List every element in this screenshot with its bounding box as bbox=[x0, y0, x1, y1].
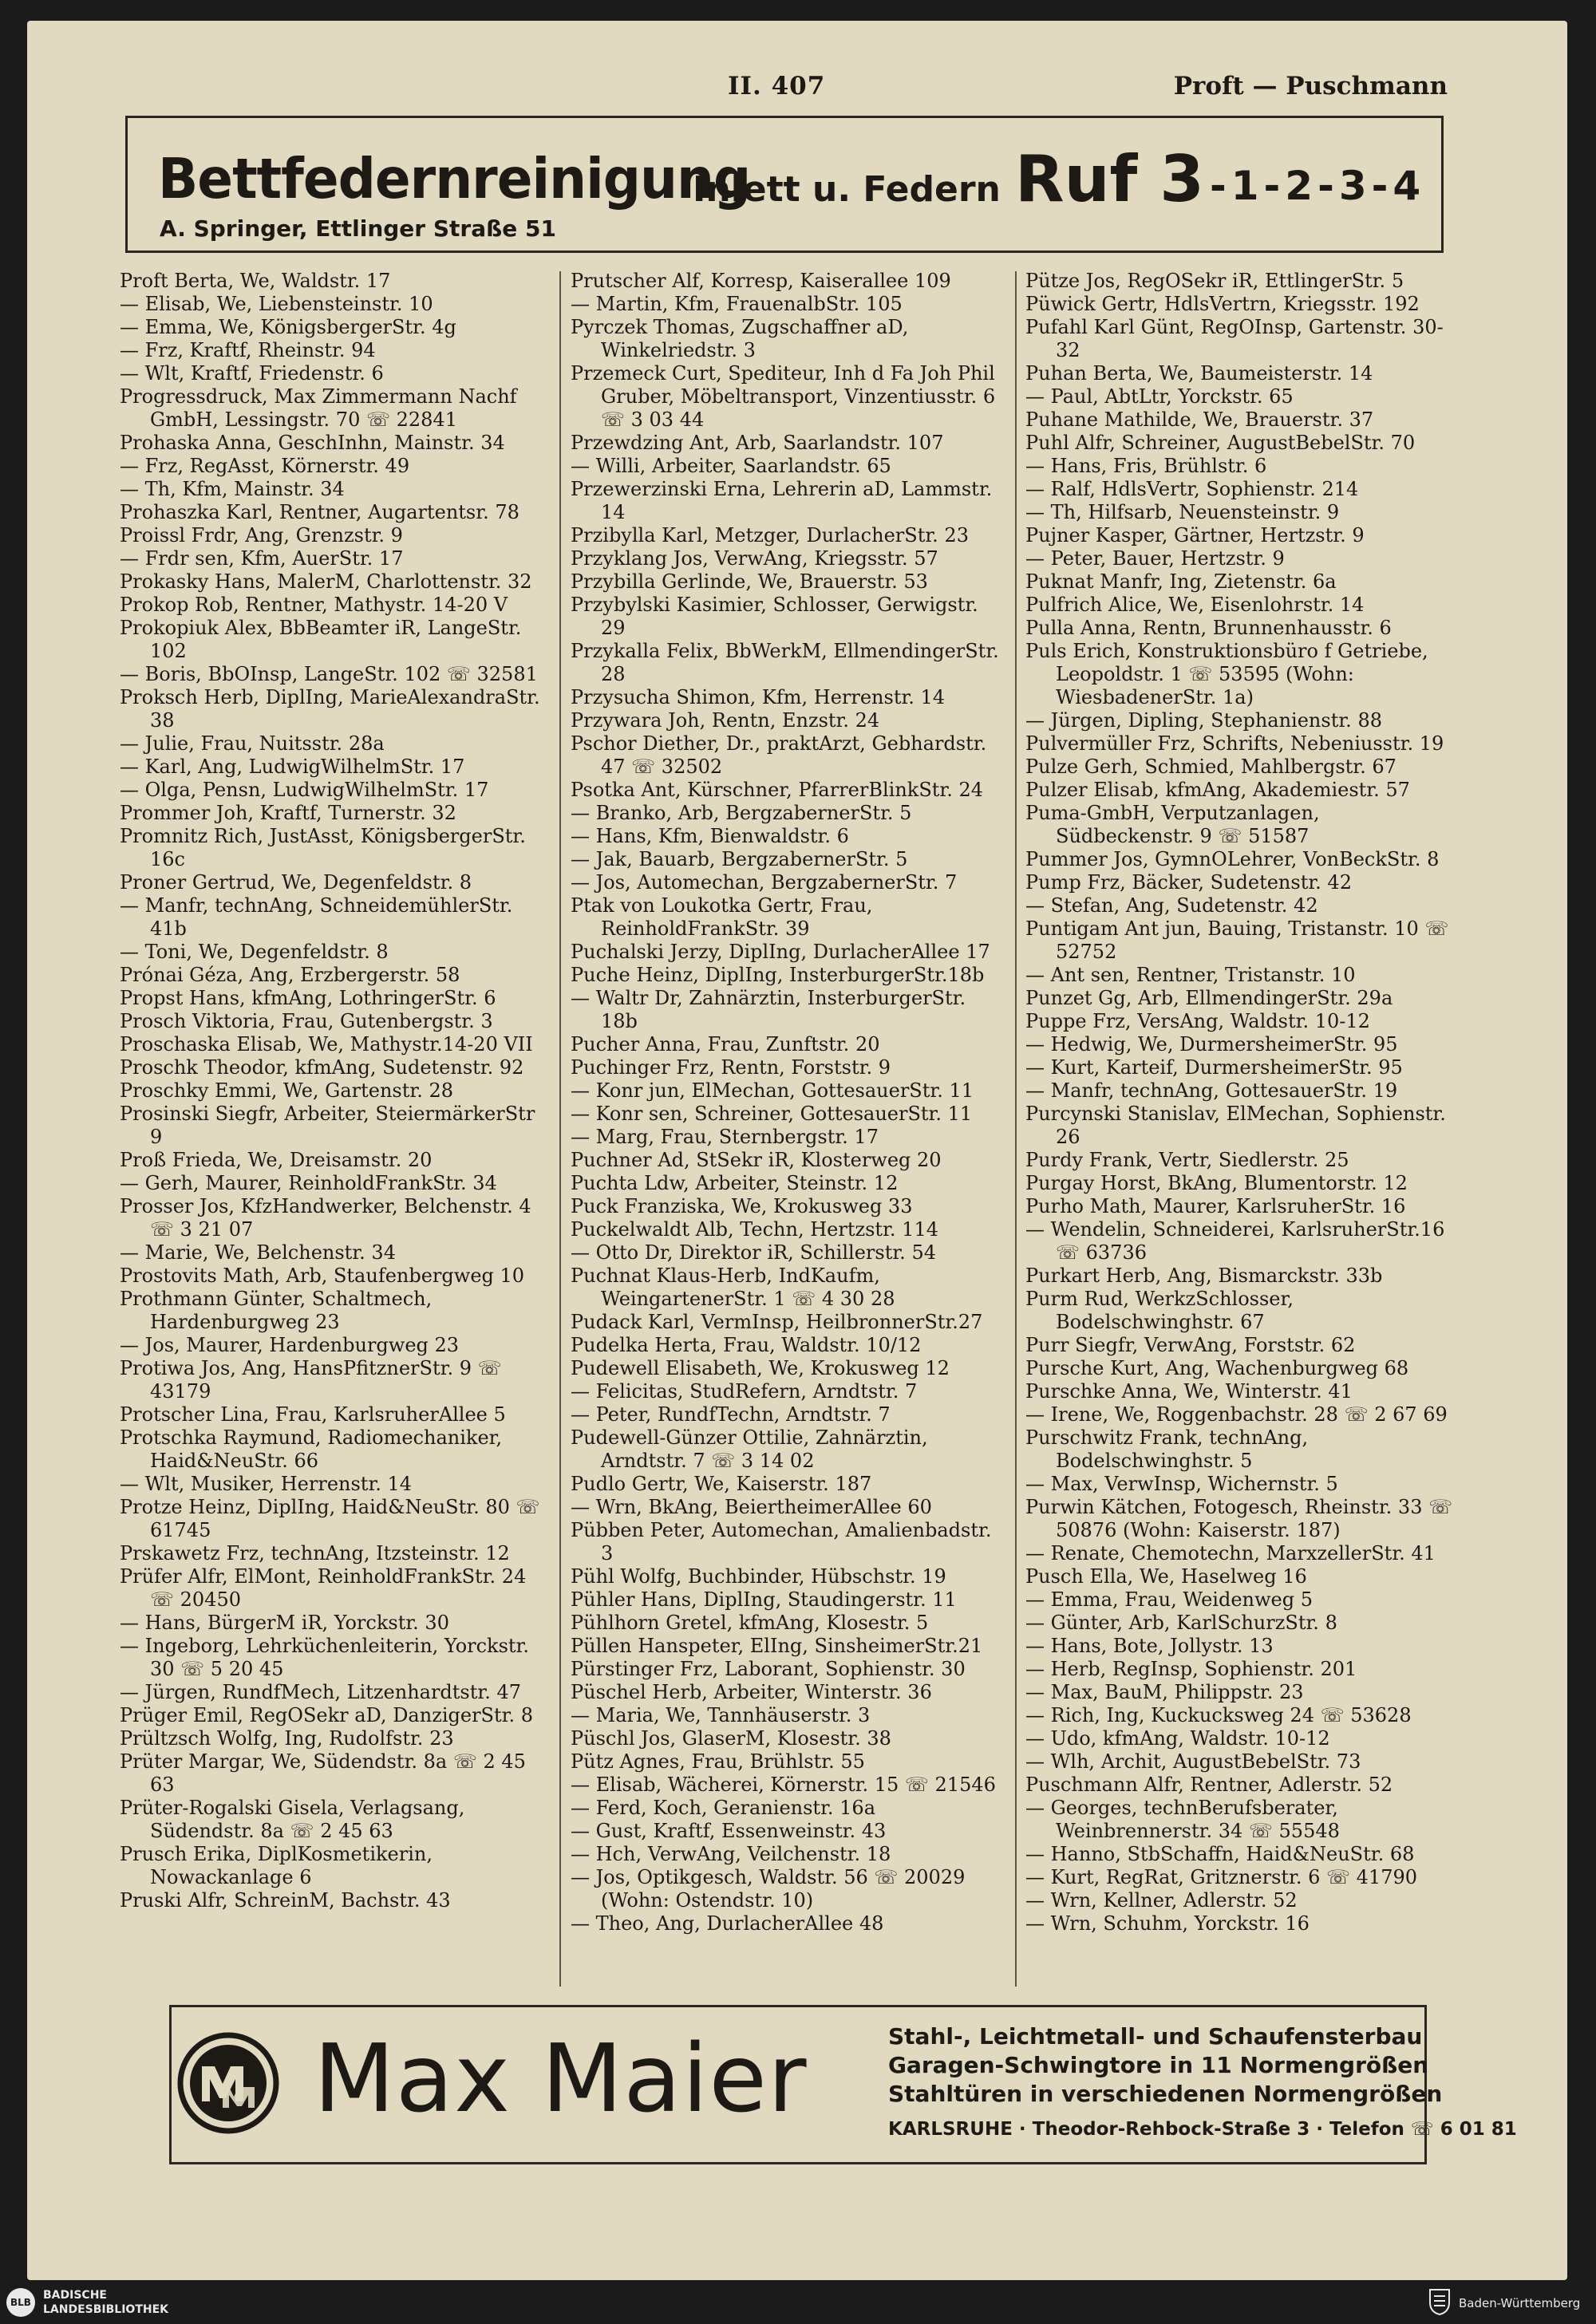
directory-entry: Pühl Wolfg, Buchbinder, Hübschstr. 19 bbox=[571, 1565, 946, 1588]
directory-entry: — Jürgen, Dipling, Stephanienstr. 88 bbox=[1025, 709, 1382, 732]
directory-entry: — Martin, Kfm, FrauenalbStr. 105 bbox=[571, 293, 903, 315]
directory-entry: Püwick Gertr, HdlsVertrn, Kriegsstr. 192 bbox=[1025, 293, 1420, 315]
directory-entry: Proft Berta, We, Waldstr. 17 bbox=[120, 270, 391, 292]
directory-entry: Puppe Frz, VersAng, Waldstr. 10-12 bbox=[1025, 1010, 1370, 1032]
directory-entry: — Th, Kfm, Mainstr. 34 bbox=[120, 478, 345, 500]
directory-entry: Puchner Ad, StSekr iR, Klosterweg 20 bbox=[571, 1149, 942, 1171]
directory-entry: — Ingeborg, Lehrküchenleiterin, Yorckstr. 30 ☏ 5 20 45 bbox=[120, 1635, 530, 1680]
directory-entry: Prskawetz Frz, technAng, Itzsteinstr. 12 bbox=[120, 1542, 510, 1564]
directory-entry: — Jos, Automechan, BergzabernerStr. 7 bbox=[571, 871, 958, 894]
directory-entry: Pulze Gerh, Schmied, Mahlbergstr. 67 bbox=[1025, 756, 1396, 778]
directory-entry: Puma-GmbH, Verputzanlagen, Südbeckenstr. 9 ☏ 51587 bbox=[1025, 802, 1320, 847]
directory-entry: Pudewell Elisabeth, We, Krokusweg 12 bbox=[571, 1357, 950, 1379]
directory-entry: — Wrn, Kellner, Adlerstr. 52 bbox=[1025, 1889, 1298, 1912]
directory-entry: — Jos, Optikgesch, Waldstr. 56 ☏ 20029 (Wohn: Ostendstr. 10) bbox=[571, 1866, 966, 1912]
directory-entry: Püschl Jos, GlaserM, Klosestr. 38 bbox=[571, 1727, 891, 1750]
directory-entry: Purho Math, Maurer, KarlsruherStr. 16 bbox=[1025, 1195, 1406, 1217]
directory-entry: Prothmann Günter, Schaltmech, Hardenburgweg 23 bbox=[120, 1288, 433, 1333]
directory-entry: — Georges, technBerufsberater, Weinbrennerstr. 34 ☏ 55548 bbox=[1025, 1797, 1340, 1842]
directory-column-3 bbox=[1025, 270, 1456, 1985]
directory-entry: — Wlt, Kraftf, Friedenstr. 6 bbox=[120, 362, 384, 385]
directory-entry: Przewdzing Ant, Arb, Saarlandstr. 107 bbox=[571, 432, 944, 454]
directory-entry: — Toni, We, Degenfeldstr. 8 bbox=[120, 941, 389, 963]
directory-entry: Puche Heinz, DiplIng, InsterburgerStr.18b bbox=[571, 964, 985, 986]
directory-column-1 bbox=[120, 270, 551, 1985]
library-logo-icon: BLB bbox=[6, 2288, 35, 2317]
directory-entry: Purm Rud, WerkzSchlosser, Bodelschwinghstr. 67 bbox=[1025, 1288, 1294, 1333]
directory-entry: Protschka Raymund, Radiomechaniker, Haid&NeuStr. 66 bbox=[120, 1426, 503, 1472]
ad-service-line-2: Garagen-Schwingtore in 11 Normengrößen bbox=[888, 2052, 1429, 2078]
directory-entry: — Irene, We, Roggenbachstr. 28 ☏ 2 67 69 bbox=[1025, 1403, 1448, 1426]
directory-entry: Pucher Anna, Frau, Zunftstr. 20 bbox=[571, 1033, 880, 1055]
directory-entry: — Gerh, Maurer, ReinholdFrankStr. 34 bbox=[120, 1172, 497, 1194]
directory-entry: — Jürgen, RundfMech, Litzenhardtstr. 47 bbox=[120, 1681, 522, 1703]
directory-entry: Pujner Kasper, Gärtner, Hertzstr. 9 bbox=[1025, 524, 1365, 546]
directory-entry: Prosser Jos, KfzHandwerker, Belchenstr. 4 ☏ 3 21 07 bbox=[120, 1195, 531, 1241]
directory-entry: Punzet Gg, Arb, EllmendingerStr. 29a bbox=[1025, 987, 1393, 1009]
directory-entry: Proschky Emmi, We, Gartenstr. 28 bbox=[120, 1079, 454, 1102]
directory-entry: Ptak von Loukotka Gertr, Frau, ReinholdFrankStr. 39 bbox=[571, 894, 873, 940]
directory-entry: — Frz, RegAsst, Körnerstr. 49 bbox=[120, 455, 410, 477]
directory-entry: — Theo, Ang, DurlacherAllee 48 bbox=[571, 1912, 884, 1935]
directory-entry: — Hans, Bote, Jollystr. 13 bbox=[1025, 1635, 1274, 1657]
directory-entry: Püllen Hanspeter, ElIng, SinsheimerStr.21 bbox=[571, 1635, 983, 1657]
column-divider bbox=[559, 271, 561, 1987]
ad-company-name: Max Maier bbox=[314, 2023, 808, 2133]
directory-entry: Przybilla Gerlinde, We, Brauerstr. 53 bbox=[571, 570, 928, 593]
directory-entry: — Elisab, We, Liebensteinstr. 10 bbox=[120, 293, 433, 315]
directory-entry: Proschk Theodor, kfmAng, Sudetenstr. 92 bbox=[120, 1056, 524, 1079]
directory-entry: — Hanno, StbSchaffn, Haid&NeuStr. 68 bbox=[1025, 1843, 1415, 1865]
directory-entry: — Marg, Frau, Sternbergstr. 17 bbox=[571, 1126, 879, 1148]
directory-entry: Pudewell-Günzer Ottilie, Zahnärztin, Arndtstr. 7 ☏ 3 14 02 bbox=[571, 1426, 928, 1472]
directory-entry: — Rich, Ing, Kuckucksweg 24 ☏ 53628 bbox=[1025, 1704, 1412, 1726]
directory-entry: Przybylski Kasimier, Schlosser, Gerwigstr. 29 bbox=[571, 594, 978, 639]
directory-entry: — Manfr, technAng, SchneidemühlerStr. 41b bbox=[120, 894, 513, 940]
directory-entry: Protze Heinz, DiplIng, Haid&NeuStr. 80 ☏ 61745 bbox=[120, 1496, 540, 1541]
directory-entry: Pschor Diether, Dr., praktArzt, Gebhardstr. 47 ☏ 32502 bbox=[571, 732, 987, 778]
directory-entry: Puchnat Klaus-Herb, IndKaufm, WeingartenerStr. 1 ☏ 4 30 28 bbox=[571, 1265, 895, 1310]
advertisement-max-maier bbox=[169, 2005, 1517, 2164]
directory-entry: Purdy Frank, Vertr, Siedlerstr. 25 bbox=[1025, 1149, 1349, 1171]
page-number: II. 407 bbox=[728, 72, 826, 101]
directory-entry: Protiwa Jos, Ang, HansPfitznerStr. 9 ☏ 43179 bbox=[120, 1357, 502, 1403]
directory-entry: — Kurt, RegRat, Gritznerstr. 6 ☏ 41790 bbox=[1025, 1866, 1418, 1888]
directory-entry: Prónai Géza, Ang, Erzbergerstr. 58 bbox=[120, 964, 460, 986]
directory-entry: Purschwitz Frank, technAng, Bodelschwinghstr. 5 bbox=[1025, 1426, 1309, 1472]
directory-entry: Purr Siegfr, VerwAng, Forststr. 62 bbox=[1025, 1334, 1356, 1356]
directory-entry: — Wlh, Archit, AugustBebelStr. 73 bbox=[1025, 1750, 1361, 1773]
directory-entry: Promnitz Rich, JustAsst, KönigsbergerStr. 16c bbox=[120, 825, 526, 870]
directory-entry: — Hedwig, We, DurmersheimerStr. 95 bbox=[1025, 1033, 1398, 1055]
directory-entry: — Konr sen, Schreiner, GottesauerStr. 11 bbox=[571, 1103, 973, 1125]
directory-entry: Purschke Anna, We, Winterstr. 41 bbox=[1025, 1380, 1353, 1403]
directory-entry: Prostovits Math, Arb, Staufenbergweg 10 bbox=[120, 1265, 525, 1287]
directory-entry: Progressdruck, Max Zimmermann Nachf GmbH, Lessingstr. 70 ☏ 22841 bbox=[120, 385, 517, 431]
directory-entry: Pühlhorn Gretel, kfmAng, Klosestr. 5 bbox=[571, 1612, 929, 1634]
ad-service-line-1: Stahl-, Leichtmetall- und Schaufensterbau bbox=[888, 2023, 1423, 2050]
directory-entry: — Stefan, Ang, Sudetenstr. 42 bbox=[1025, 894, 1318, 917]
directory-entry: — Konr jun, ElMechan, GottesauerStr. 11 bbox=[571, 1079, 974, 1102]
directory-entry: — Max, VerwInsp, Wichernstr. 5 bbox=[1025, 1473, 1338, 1495]
directory-entry: Puchinger Frz, Rentn, Forststr. 9 bbox=[571, 1056, 891, 1079]
directory-entry: Pyrczek Thomas, Zugschaffner aD, Winkelriedstr. 3 bbox=[571, 316, 909, 361]
directory-entry: Przyklang Jos, VerwAng, Kriegsstr. 57 bbox=[571, 547, 938, 570]
directory-entry: Prohaska Anna, GeschInhn, Mainstr. 34 bbox=[120, 432, 505, 454]
advertisement-bettfedernreinigung bbox=[125, 116, 1444, 253]
directory-entry: Prültzsch Wolfg, Ing, Rudolfstr. 23 bbox=[120, 1727, 454, 1750]
ad-service-line-3: Stahltüren in verschiedenen Normengrößen bbox=[888, 2081, 1443, 2107]
ad-phone-label: Ruf 3 bbox=[1015, 142, 1204, 216]
directory-entry: Przysucha Shimon, Kfm, Herrenstr. 14 bbox=[571, 686, 946, 708]
directory-entry: Puchalski Jerzy, DiplIng, DurlacherAllee 17 bbox=[571, 941, 990, 963]
directory-entry: — Ant sen, Rentner, Tristanstr. 10 bbox=[1025, 964, 1356, 986]
directory-entry: Prüter-Rogalski Gisela, Verlagsang, Südendstr. 8a ☏ 2 45 63 bbox=[120, 1797, 465, 1842]
directory-entry: — Elisab, Wächerei, Körnerstr. 15 ☏ 21546 bbox=[571, 1774, 996, 1796]
directory-entry: Prokopiuk Alex, BbBeamter iR, LangeStr. 102 bbox=[120, 617, 522, 662]
directory-entry: — Ferd, Koch, Geranienstr. 16a bbox=[571, 1797, 876, 1819]
directory-entry: Proß Frieda, We, Dreisamstr. 20 bbox=[120, 1149, 433, 1171]
directory-entry: Püschel Herb, Arbeiter, Winterstr. 36 bbox=[571, 1681, 932, 1703]
directory-entry: Puhan Berta, We, Baumeisterstr. 14 bbox=[1025, 362, 1373, 385]
directory-entry: — Branko, Arb, BergzabernerStr. 5 bbox=[571, 802, 912, 824]
directory-entry: Proschaska Elisab, We, Mathystr.14-20 VII bbox=[120, 1033, 533, 1055]
directory-entry: Pruski Alfr, SchreinM, Bachstr. 43 bbox=[120, 1889, 451, 1912]
directory-entry: — Gust, Kraftf, Essenweinstr. 43 bbox=[571, 1820, 887, 1842]
directory-entry: Przykalla Felix, BbWerkM, EllmendingerStr. 28 bbox=[571, 640, 999, 685]
directory-entry: Puhl Alfr, Schreiner, AugustBebelStr. 70 bbox=[1025, 432, 1416, 454]
directory-entry: — Hans, BürgerM iR, Yorckstr. 30 bbox=[120, 1612, 449, 1634]
directory-entry: Prutscher Alf, Korresp, Kaiserallee 109 bbox=[571, 270, 951, 292]
directory-entry: — Jos, Maurer, Hardenburgweg 23 bbox=[120, 1334, 460, 1356]
directory-entry: — Hch, VerwAng, Veilchenstr. 18 bbox=[571, 1843, 891, 1865]
directory-entry: Przibylla Karl, Metzger, DurlacherStr. 23 bbox=[571, 524, 969, 546]
directory-entry: — Otto Dr, Direktor iR, Schillerstr. 54 bbox=[571, 1241, 936, 1264]
directory-entry: Puhane Mathilde, We, Brauerstr. 37 bbox=[1025, 408, 1374, 431]
directory-entry: Pübben Peter, Automechan, Amalienbadstr. 3 bbox=[571, 1519, 992, 1564]
directory-entry: — Emma, Frau, Weidenweg 5 bbox=[1025, 1588, 1313, 1611]
directory-column-2 bbox=[571, 270, 1001, 1985]
directory-entry: — Günter, Arb, KarlSchurzStr. 8 bbox=[1025, 1612, 1337, 1634]
directory-entry: — Hans, Fris, Brühlstr. 6 bbox=[1025, 455, 1267, 477]
directory-entry: — Marie, We, Belchenstr. 34 bbox=[120, 1241, 396, 1264]
directory-entry: Purkart Herb, Ang, Bismarckstr. 33b bbox=[1025, 1265, 1383, 1287]
directory-entry: Pütze Jos, RegOSekr iR, EttlingerStr. 5 bbox=[1025, 270, 1404, 292]
directory-entry: — Max, BauM, Philippstr. 23 bbox=[1025, 1681, 1304, 1703]
column-divider bbox=[1015, 271, 1017, 1987]
directory-entry: Psotka Ant, Kürschner, PfarrerBlinkStr. 24 bbox=[571, 779, 984, 801]
directory-entry: — Hans, Kfm, Bienwaldstr. 6 bbox=[571, 825, 849, 847]
directory-entry: Prosinski Siegfr, Arbeiter, SteiermärkerStr 9 bbox=[120, 1103, 535, 1148]
directory-entry: Prohaszka Karl, Rentner, Augartentsr. 78 bbox=[120, 501, 519, 523]
directory-entry: Protscher Lina, Frau, KarlsruherAllee 5 bbox=[120, 1403, 506, 1426]
directory-entry: Puck Franziska, We, Krokusweg 33 bbox=[571, 1195, 913, 1217]
directory-entry: Pulfrich Alice, We, Eisenlohrstr. 14 bbox=[1025, 594, 1365, 616]
directory-entry: Purcynski Stanislav, ElMechan, Sophienstr. 26 bbox=[1025, 1103, 1446, 1148]
directory-entry: — Felicitas, StudRefern, Arndtstr. 7 bbox=[571, 1380, 918, 1403]
directory-entry: — Maria, We, Tannhäuserstr. 3 bbox=[571, 1704, 871, 1726]
directory-entry: — Willi, Arbeiter, Saarlandstr. 65 bbox=[571, 455, 891, 477]
directory-entry: Pühler Hans, DiplIng, Staudingerstr. 11 bbox=[571, 1588, 957, 1611]
directory-entry: Pulla Anna, Rentn, Brunnenhausstr. 6 bbox=[1025, 617, 1392, 639]
directory-entry: Pump Frz, Bäcker, Sudetenstr. 42 bbox=[1025, 871, 1352, 894]
directory-entry: Pusch Ella, We, Haselweg 16 bbox=[1025, 1565, 1307, 1588]
directory-entry: — Karl, Ang, LudwigWilhelmStr. 17 bbox=[120, 756, 465, 778]
directory-entry: Puntigam Ant jun, Bauing, Tristanstr. 10 ☏ 52752 bbox=[1025, 917, 1449, 963]
directory-entry: Prokasky Hans, MalerM, Charlottenstr. 32 bbox=[120, 570, 532, 593]
directory-entry: Pummer Jos, GymnOLehrer, VonBeckStr. 8 bbox=[1025, 848, 1440, 870]
directory-entry: Proner Gertrud, We, Degenfeldstr. 8 bbox=[120, 871, 472, 894]
directory-entry: — Wrn, BkAng, BeiertheimerAllee 60 bbox=[571, 1496, 932, 1518]
directory-entry: — Udo, kfmAng, Waldstr. 10-12 bbox=[1025, 1727, 1330, 1750]
directory-entry: Pursche Kurt, Ang, Wachenburgweg 68 bbox=[1025, 1357, 1409, 1379]
directory-entry: Pudlo Gertr, We, Kaiserstr. 187 bbox=[571, 1473, 872, 1495]
directory-entry: Pudelka Herta, Frau, Waldstr. 10/12 bbox=[571, 1334, 922, 1356]
directory-entry: — Waltr Dr, Zahnärztin, InsterburgerStr. 18b bbox=[571, 987, 966, 1032]
library-name bbox=[43, 2288, 168, 2317]
max-maier-logo-icon bbox=[176, 2031, 280, 2135]
ad-owner: A. Springer, Ettlinger Straße 51 bbox=[160, 215, 556, 242]
library-name-line-2: LANDESBIBLIOTHEK bbox=[43, 2303, 169, 2316]
directory-entry: — Ralf, HdlsVertr, Sophienstr. 214 bbox=[1025, 478, 1359, 500]
directory-entry: — Frz, Kraftf, Rheinstr. 94 bbox=[120, 339, 376, 361]
directory-entry: — Manfr, technAng, GottesauerStr. 19 bbox=[1025, 1079, 1398, 1102]
directory-entry: — Boris, BbOInsp, LangeStr. 102 ☏ 32581 bbox=[120, 663, 538, 685]
directory-entry: Prosch Viktoria, Frau, Gutenbergstr. 3 bbox=[120, 1010, 493, 1032]
directory-entry: — Herb, RegInsp, Sophienstr. 201 bbox=[1025, 1658, 1357, 1680]
directory-entry: — Wrn, Schuhm, Yorckstr. 16 bbox=[1025, 1912, 1310, 1935]
directory-entry: Puchta Ldw, Arbeiter, Steinstr. 12 bbox=[571, 1172, 899, 1194]
directory-entry: — Frdr sen, Kfm, AuerStr. 17 bbox=[120, 547, 404, 570]
directory-entry: — Renate, Chemotechn, MarxzellerStr. 41 bbox=[1025, 1542, 1436, 1564]
directory-entry: Proissl Frdr, Ang, Grenzstr. 9 bbox=[120, 524, 403, 546]
directory-entry: Propst Hans, kfmAng, LothringerStr. 6 bbox=[120, 987, 496, 1009]
directory-entry: — Wlt, Musiker, Herrenstr. 14 bbox=[120, 1473, 413, 1495]
directory-entry: Prüfer Alfr, ElMont, ReinholdFrankStr. 24 ☏ 20450 bbox=[120, 1565, 527, 1611]
directory-entry: Przewerzinski Erna, Lehrerin aD, Lammstr. 14 bbox=[571, 478, 993, 523]
ad-phone-digits: -1-2-3-4 bbox=[1210, 163, 1426, 209]
ad-address-line: KARLSRUHE · Theodor-Rehbock-Straße 3 · Telefon ☏ 6 01 81 bbox=[888, 2119, 1517, 2140]
directory-entry: — Olga, Pensn, LudwigWilhelmStr. 17 bbox=[120, 779, 489, 801]
state-name: Baden-Württemberg bbox=[1459, 2296, 1581, 2310]
directory-entry: Pulzer Elisab, kfmAng, Akademiestr. 57 bbox=[1025, 779, 1410, 801]
directory-entry: Pütz Agnes, Frau, Brühlstr. 55 bbox=[571, 1750, 865, 1773]
directory-entry: Purwin Kätchen, Fotogesch, Rheinstr. 33 ☏ 50876 (Wohn: Kaiserstr. 187) bbox=[1025, 1496, 1453, 1541]
directory-entry: Pudack Karl, VermInsp, HeilbronnerStr.27 bbox=[571, 1311, 983, 1333]
directory-entry: Prommer Joh, Kraftf, Turnerstr. 32 bbox=[120, 802, 456, 824]
directory-entry: — Jak, Bauarb, BergzabernerStr. 5 bbox=[571, 848, 908, 870]
directory-entry: — Th, Hilfsarb, Neuensteinstr. 9 bbox=[1025, 501, 1340, 523]
directory-entry: — Peter, Bauer, Hertzstr. 9 bbox=[1025, 547, 1285, 570]
directory-entry: Prüger Emil, RegOSekr aD, DanzigerStr. 8 bbox=[120, 1704, 534, 1726]
directory-entry: — Peter, RundfTechn, Arndtstr. 7 bbox=[571, 1403, 891, 1426]
state-crest-icon bbox=[1428, 2288, 1451, 2315]
directory-entry: Puschmann Alfr, Rentner, Adlerstr. 52 bbox=[1025, 1774, 1393, 1796]
directory-entry: — Paul, AbtLtr, Yorckstr. 65 bbox=[1025, 385, 1294, 408]
directory-entry: Puckelwaldt Alb, Techn, Hertzstr. 114 bbox=[571, 1218, 938, 1241]
directory-entry: Pufahl Karl Günt, RegOInsp, Gartenstr. 30-32 bbox=[1025, 316, 1444, 361]
ad-subtitle: Inlett u. Federn bbox=[693, 169, 1001, 210]
library-name-line-1: BADISCHE bbox=[43, 2289, 107, 2302]
digitization-footer bbox=[0, 2280, 1596, 2324]
directory-entry: Proksch Herb, DiplIng, MarieAlexandraStr. 38 bbox=[120, 686, 540, 732]
directory-entry: Prüter Margar, We, Südendstr. 8a ☏ 2 45 63 bbox=[120, 1750, 526, 1796]
directory-entry: Puls Erich, Konstruktionsbüro f Getriebe, Leopoldstr. 1 ☏ 53595 (Wohn: WiesbadenerStr. 1a) bbox=[1025, 640, 1428, 708]
directory-entry: — Emma, We, KönigsbergerStr. 4g bbox=[120, 316, 456, 338]
directory-entry: Purgay Horst, BkAng, Blumentorstr. 12 bbox=[1025, 1172, 1408, 1194]
directory-entry: Pulvermüller Frz, Schrifts, Nebeniusstr. 19 bbox=[1025, 732, 1444, 755]
directory-entry: — Kurt, Karteif, DurmersheimerStr. 95 bbox=[1025, 1056, 1403, 1079]
ad-title: Bettfedernreinigung bbox=[158, 147, 751, 211]
directory-entry: — Wendelin, Schneiderei, KarlsruherStr.16 ☏ 63736 bbox=[1025, 1218, 1445, 1264]
directory-entry: Przemeck Curt, Spediteur, Inh d Fa Joh Phil Gruber, Möbeltransport, Vinzentiusstr. 6 ☏ 3 03 44 bbox=[571, 362, 996, 431]
running-head: Proft — Puschmann bbox=[1173, 72, 1448, 101]
directory-entry: — Julie, Frau, Nuitsstr. 28a bbox=[120, 732, 385, 755]
directory-entry: Pürstinger Frz, Laborant, Sophienstr. 30 bbox=[571, 1658, 966, 1680]
directory-entry: Puknat Manfr, Ing, Zietenstr. 6a bbox=[1025, 570, 1337, 593]
directory-entry: Prokop Rob, Rentner, Mathystr. 14-20 V bbox=[120, 594, 508, 616]
directory-entry: Prusch Erika, DiplKosmetikerin, Nowackanlage 6 bbox=[120, 1843, 433, 1888]
directory-entry: Przywara Joh, Rentn, Enzstr. 24 bbox=[571, 709, 880, 732]
running-header bbox=[0, 46, 1596, 101]
